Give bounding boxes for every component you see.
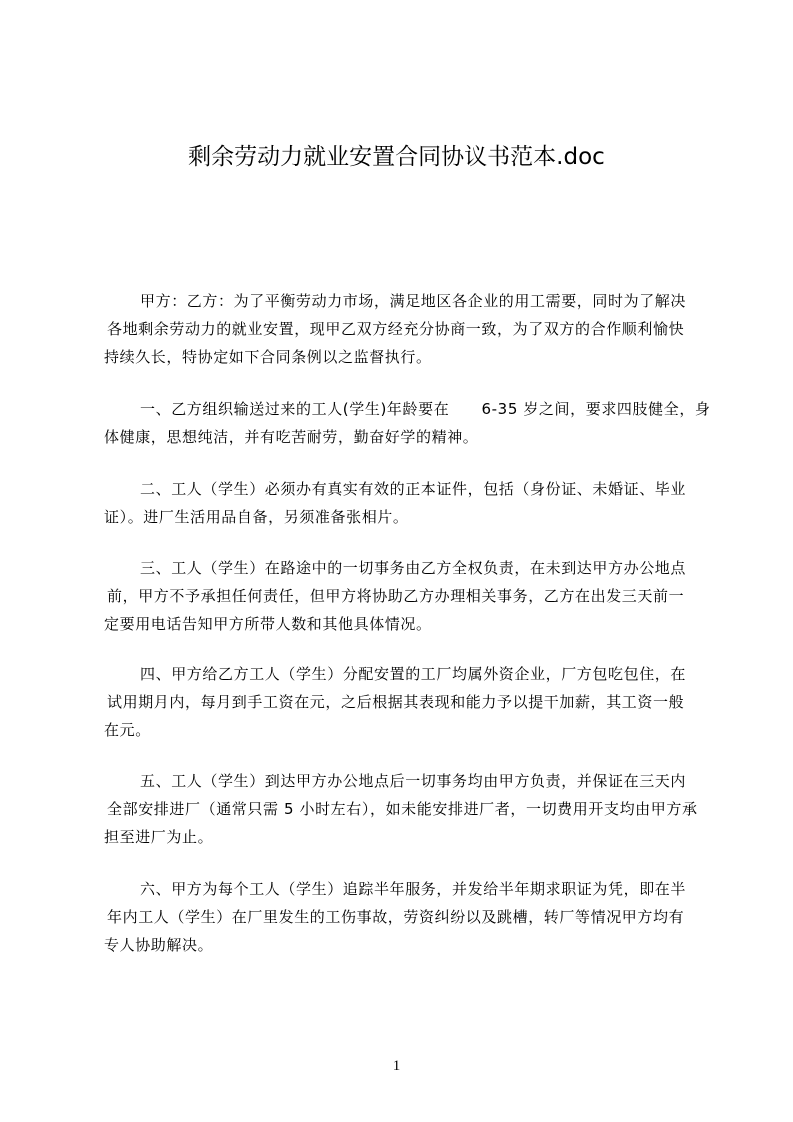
paragraph-4-line-1: 三、工人（学生）在路途中的一切事务由乙方全权负责，在未到达甲方办公地点: [140, 559, 687, 577]
paragraph-6-line-2: 全部安排进厂（通常只需 5 小时左右），如未能安排进厂者，一切费用开支均由甲方承: [107, 800, 698, 818]
paragraph-3-line-1: 二、工人（学生）必须办有真实有效的正本证件，包括（身份证、未婚证、毕业: [140, 480, 687, 498]
paragraph-4-line-3: 定要用电话告知甲方所带人数和其他具体情况。: [104, 615, 432, 633]
paragraph-7-line-1: 六、甲方为每个工人（学生）追踪半年服务，并发给半年期求职证为凭，即在半: [140, 880, 687, 898]
paragraph-2-line-1: 一、乙方组织输送过来的工人(学生)年龄要在 6-35 岁之间，要求四肢健全，身: [140, 400, 711, 418]
document-title: 剩余劳动力就业安置合同协议书范本.doc: [188, 144, 605, 170]
paragraph-5-line-2: 试用期月内，每月到手工资在元，之后根据其表现和能力予以提干加薪，其工资一般: [107, 693, 685, 711]
paragraph-6-line-3: 担至进厂为止。: [104, 828, 214, 846]
paragraph-1-line-1: 甲方：乙方：为了平衡劳动力市场，满足地区各企业的用工需要，同时为了解决: [140, 292, 687, 310]
paragraph-6-line-1: 五、工人（学生）到达甲方办公地点后一切事务均由甲方负责，并保证在三天内: [140, 772, 687, 790]
paragraph-1-line-2: 各地剩余劳动力的就业安置，现甲乙双方经充分协商一致，为了双方的合作顺利愉快: [107, 320, 685, 338]
paragraph-7-line-3: 专人协助解决。: [104, 936, 214, 954]
paragraph-3-line-2: 证）。进厂生活用品自备，另须准备张相片。: [104, 508, 409, 526]
paragraph-5-line-1: 四、甲方给乙方工人（学生）分配安置的工厂均属外资企业，厂方包吃包住，在: [140, 665, 687, 683]
paragraph-4-line-2: 前，甲方不予承担任何责任，但甲方将协助乙方办理相关事务，乙方在出发三天前一: [107, 587, 685, 605]
page-number: 1: [392, 1058, 401, 1074]
paragraph-7-line-2: 年内工人（学生）在厂里发生的工伤事故，劳资纠纷以及跳槽，转厂等情况甲方均有: [107, 908, 685, 926]
paragraph-5-line-3: 在元。: [104, 721, 151, 739]
paragraph-2-line-2: 体健康，思想纯洁，并有吃苦耐劳，勤奋好学的精神。: [104, 428, 479, 446]
paragraph-1-line-3: 持续久长，特协定如下合同条例以之监督执行。: [104, 348, 432, 366]
